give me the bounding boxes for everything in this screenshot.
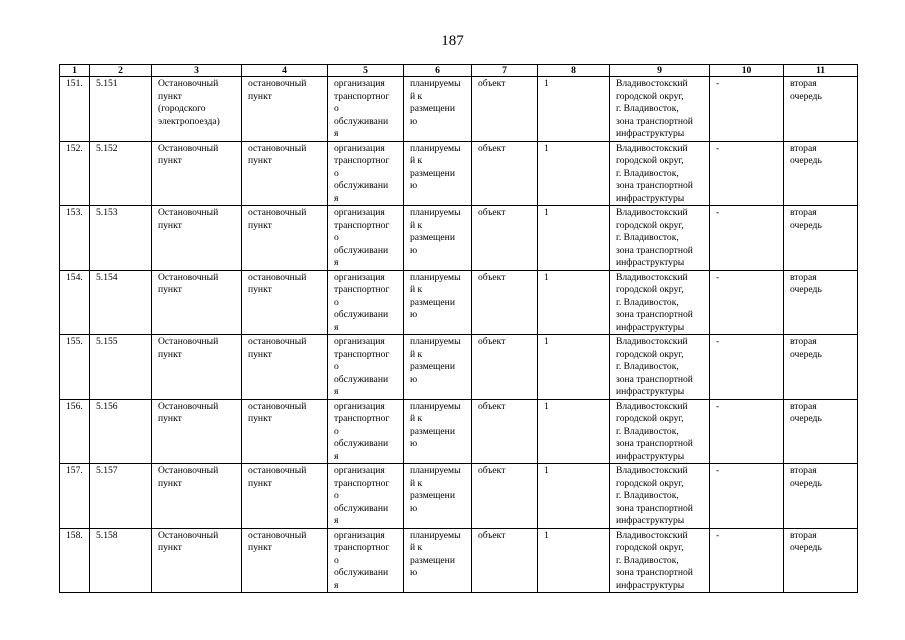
implementation-stage: вторая очередь [784,528,858,593]
object-type: объект [472,399,538,464]
column-header: 6 [404,65,472,77]
object-type: объект [472,206,538,271]
implementation-stage: вторая очередь [784,77,858,142]
object-count: 1 [538,77,610,142]
implementation-stage: вторая очередь [784,335,858,400]
object-purpose: организация транспортног о обслуживани я [328,399,404,464]
table-row [60,464,858,529]
column-10-value: - [710,141,784,206]
column-header: 7 [472,65,538,77]
table-row [60,270,858,335]
object-count: 1 [538,399,610,464]
object-kind: остановочный пункт [242,399,328,464]
object-type: объект [472,464,538,529]
object-location: Владивостокский городской округ, г. Владивосток, зона транспортной инфраструктуры [610,77,710,142]
row-number: 156. [60,399,90,464]
object-purpose: организация транспортног о обслуживани я [328,206,404,271]
row-number: 153. [60,206,90,271]
object-code: 5.156 [90,399,152,464]
implementation-stage: вторая очередь [784,399,858,464]
row-number: 157. [60,464,90,529]
object-location: Владивостокский городской округ, г. Владивосток, зона транспортной инфраструктуры [610,141,710,206]
column-10-value: - [710,77,784,142]
object-purpose: организация транспортног о обслуживани я [328,528,404,593]
column-header: 2 [90,65,152,77]
column-10-value: - [710,335,784,400]
header-row [60,65,858,77]
object-name: Остановочный пункт [152,464,242,529]
table-row [60,77,858,142]
row-number: 151. [60,77,90,142]
column-header: 10 [710,65,784,77]
object-type: объект [472,141,538,206]
object-name: Остановочный пункт [152,528,242,593]
column-header: 11 [784,65,858,77]
column-10-value: - [710,464,784,529]
column-header: 8 [538,65,610,77]
object-purpose: организация транспортног о обслуживани я [328,464,404,529]
object-status: планируемы й к размещени ю [404,399,472,464]
column-10-value: - [710,399,784,464]
object-code: 5.153 [90,206,152,271]
object-count: 1 [538,528,610,593]
object-name: Остановочный пункт [152,335,242,400]
object-purpose: организация транспортног о обслуживани я [328,335,404,400]
object-name: Остановочный пункт [152,270,242,335]
register-table [59,64,858,593]
object-location: Владивостокский городской округ, г. Владивосток, зона транспортной инфраструктуры [610,399,710,464]
object-code: 5.157 [90,464,152,529]
object-name: Остановочный пункт [152,141,242,206]
object-location: Владивостокский городской округ, г. Владивосток, зона транспортной инфраструктуры [610,270,710,335]
column-header: 5 [328,65,404,77]
object-status: планируемы й к размещени ю [404,464,472,529]
object-location: Владивостокский городской округ, г. Владивосток, зона транспортной инфраструктуры [610,335,710,400]
object-location: Владивостокский городской округ, г. Владивосток, зона транспортной инфраструктуры [610,528,710,593]
table-row [60,206,858,271]
object-location: Владивостокский городской округ, г. Владивосток, зона транспортной инфраструктуры [610,206,710,271]
object-code: 5.155 [90,335,152,400]
object-code: 5.158 [90,528,152,593]
object-kind: остановочный пункт [242,335,328,400]
table-row [60,141,858,206]
column-header: 1 [60,65,90,77]
object-code: 5.151 [90,77,152,142]
object-purpose: организация транспортног о обслуживани я [328,141,404,206]
column-10-value: - [710,528,784,593]
object-count: 1 [538,464,610,529]
row-number: 154. [60,270,90,335]
object-purpose: организация транспортног о обслуживани я [328,270,404,335]
object-kind: остановочный пункт [242,528,328,593]
object-location: Владивостокский городской округ, г. Владивосток, зона транспортной инфраструктуры [610,464,710,529]
object-status: планируемы й к размещени ю [404,528,472,593]
object-count: 1 [538,335,610,400]
row-number: 152. [60,141,90,206]
object-type: объект [472,270,538,335]
table-row [60,399,858,464]
column-header: 3 [152,65,242,77]
column-10-value: - [710,270,784,335]
table-row [60,528,858,593]
object-count: 1 [538,141,610,206]
object-name: Остановочный пункт [152,206,242,271]
object-type: объект [472,77,538,142]
implementation-stage: вторая очередь [784,206,858,271]
object-code: 5.152 [90,141,152,206]
implementation-stage: вторая очередь [784,141,858,206]
column-header: 9 [610,65,710,77]
object-status: планируемы й к размещени ю [404,270,472,335]
object-kind: остановочный пункт [242,464,328,529]
object-count: 1 [538,270,610,335]
object-status: планируемы й к размещени ю [404,206,472,271]
object-kind: остановочный пункт [242,206,328,271]
page-number: 187 [441,33,464,49]
object-status: планируемы й к размещени ю [404,335,472,400]
object-kind: остановочный пункт [242,141,328,206]
table-row [60,335,858,400]
row-number: 158. [60,528,90,593]
object-status: планируемы й к размещени ю [404,141,472,206]
column-10-value: - [710,206,784,271]
implementation-stage: вторая очередь [784,464,858,529]
object-name: Остановочный пункт (городского электропоезда) [152,77,242,142]
object-code: 5.154 [90,270,152,335]
row-number: 155. [60,335,90,400]
object-kind: остановочный пункт [242,77,328,142]
object-status: планируемы й к размещени ю [404,77,472,142]
object-name: Остановочный пункт [152,399,242,464]
object-kind: остановочный пункт [242,270,328,335]
object-type: объект [472,335,538,400]
object-purpose: организация транспортног о обслуживани я [328,77,404,142]
implementation-stage: вторая очередь [784,270,858,335]
object-count: 1 [538,206,610,271]
object-type: объект [472,528,538,593]
column-header: 4 [242,65,328,77]
